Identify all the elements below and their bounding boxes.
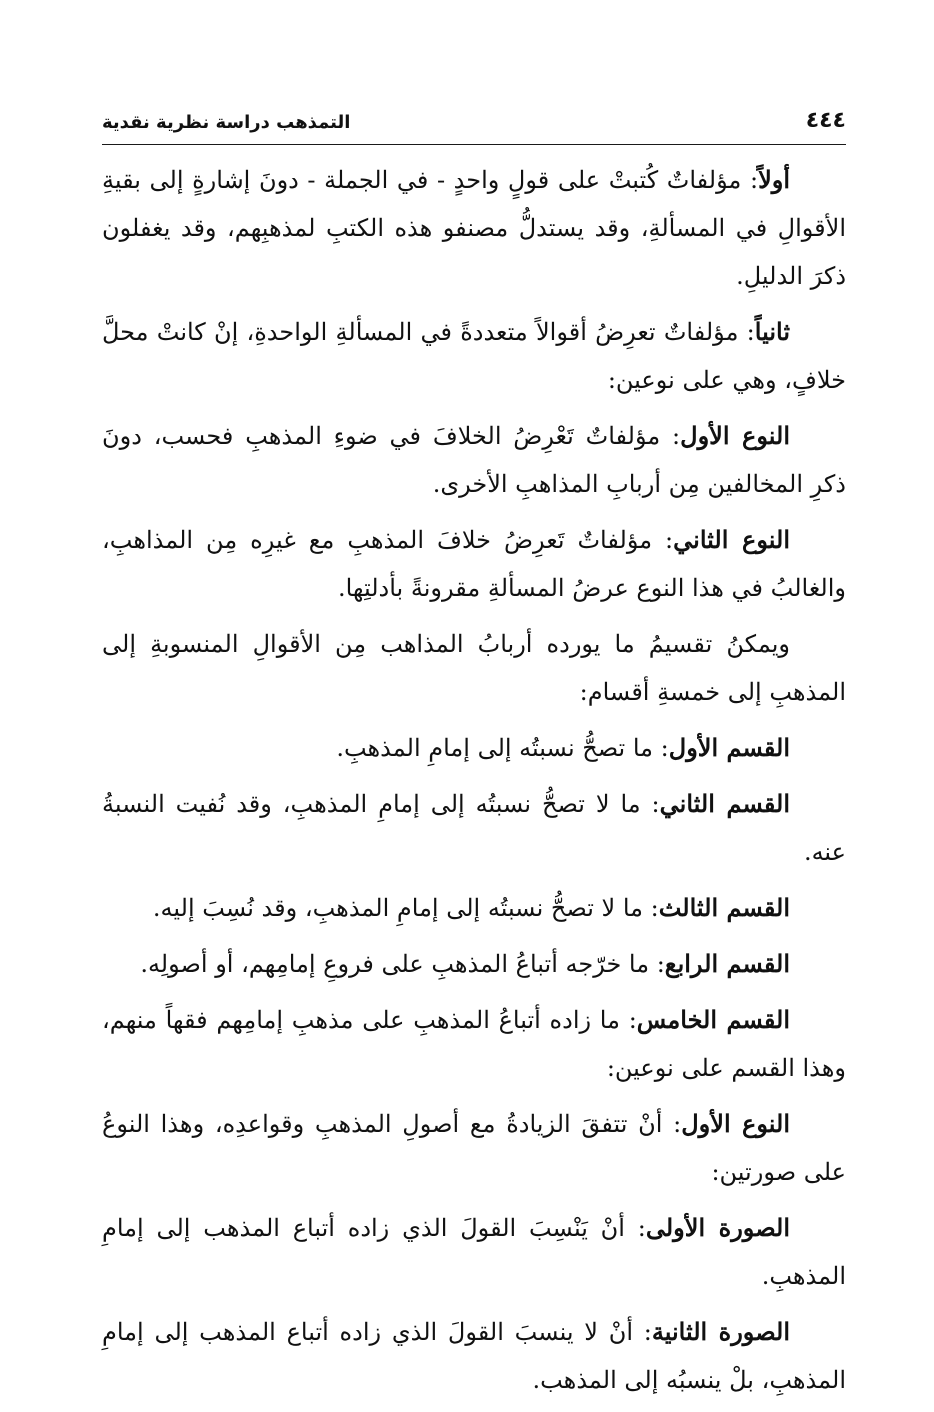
paragraph-text: : مؤلفاتٌ تَعرِضُ خلافَ المذهبِ مع غيرِه مِن المذاهبِ، والغالبُ في هذا النوع عرضُ المسألةِ مقرونةً بأدلتِها. xyxy=(102,526,846,602)
paragraph-term: القسم الثالث xyxy=(658,893,790,922)
paragraph-section-five xyxy=(102,996,846,1092)
paragraph-term: الصورة الثانية xyxy=(651,1317,790,1346)
paragraph-first xyxy=(102,156,846,300)
paragraph-form-one xyxy=(102,1204,846,1300)
paragraph-term: القسم الرابع xyxy=(664,949,790,978)
paragraph-text: : أنْ لا ينسبَ القولَ الذي زاده أتباع المذهب إلى إمامِ المذهبِ، بلْ ينسبُه إلى المذهب. xyxy=(102,1318,846,1394)
paragraph-text: : مؤلفاتٌ كُتبتْ على قولٍ واحدٍ - في الجملة - دونَ إشارةٍ إلى بقيةِ الأقوالِ في المسألةِ، وقد يستدلُّ مصنفو هذه الكتبِ لمذهبِهم، وقد يغفلون ذكرَ الدليلِ. xyxy=(102,166,846,290)
paragraph-term: القسم الأول xyxy=(668,733,790,762)
paragraph-text: : أنْ يَنْسِبَ القولَ الذي زاده أتباع المذهب إلى إمامِ المذهبِ. xyxy=(102,1214,846,1290)
paragraph-text: : ما لا تصحُّ نسبتُه إلى إمامِ المذهبِ، وقد نُسِبَ إليه. xyxy=(152,894,659,922)
paragraph-text: ويمكنُ تقسيمُ ما يورده أربابُ المذاهب مِن الأقوالِ المنسوبةِ إلى المذهبِ إلى خمسةِ أقسام: xyxy=(102,630,846,706)
page-number: ٤٤٤ xyxy=(805,108,846,133)
body-text xyxy=(102,156,846,1412)
paragraph-type-one xyxy=(102,412,846,508)
paragraph-text: : ما خرّجه أتباعُ المذهبِ على فروعِ إمامِهم، أو أصولِه. xyxy=(140,950,665,978)
paragraph-text: : ما تصحُّ نسبتُه إلى إمامِ المذهبِ. xyxy=(336,734,669,762)
paragraph-term: أولاً xyxy=(758,165,791,194)
paragraph-term: ثانياً xyxy=(754,317,790,346)
paragraph-section-four xyxy=(102,940,846,988)
paragraph-subtype-one xyxy=(102,1100,846,1196)
paragraph-term: النوع الثاني xyxy=(673,525,790,554)
paragraph-text: : مؤلفاتٌ تَعْرِضُ الخلافَ في ضوءِ المذهبِ فحسب، دونَ ذكرِ المخالفين مِن أربابِ المذاهبِ الأخرى. xyxy=(102,422,846,498)
paragraph-text: : مؤلفاتٌ تعرِضُ أقوالاً متعددةً في المسألةِ الواحدةِ، إنْ كانتْ محلَّ خلافٍ، وهي على نوعين: xyxy=(102,318,846,394)
paragraph-division-intro xyxy=(102,620,846,716)
paragraph-section-three xyxy=(102,884,846,932)
paragraph-text: : ما زاده أتباعُ المذهبِ على مذهبِ إمامِهم فقهاً منهم، وهذا القسم على نوعين: xyxy=(102,1006,846,1082)
paragraph-text: : ما لا تصحُّ نسبتُه إلى إمامِ المذهبِ، وقد نُفيت النسبةُ عنه. xyxy=(102,790,846,866)
paragraph-type-two xyxy=(102,516,846,612)
running-title: التمذهب دراسة نظرية نقدية xyxy=(102,112,351,133)
paragraph-term: النوع الأول xyxy=(681,1109,790,1138)
paragraph-section-one xyxy=(102,724,846,772)
paragraph-term: القسم الخامس xyxy=(636,1005,790,1034)
paragraph-text: : أنْ تتفقَ الزيادةُ مع أصولِ المذهبِ وقواعدِه، وهذا النوعُ على صورتين: xyxy=(102,1110,846,1186)
paragraph-section-two xyxy=(102,780,846,876)
paragraph-term: الصورة الأولى xyxy=(645,1213,790,1242)
paragraph-form-two xyxy=(102,1308,846,1404)
page-header xyxy=(102,108,846,145)
paragraph-term: النوع الأول xyxy=(680,421,790,450)
paragraph-second xyxy=(102,308,846,404)
paragraph-term: القسم الثاني xyxy=(659,789,791,818)
